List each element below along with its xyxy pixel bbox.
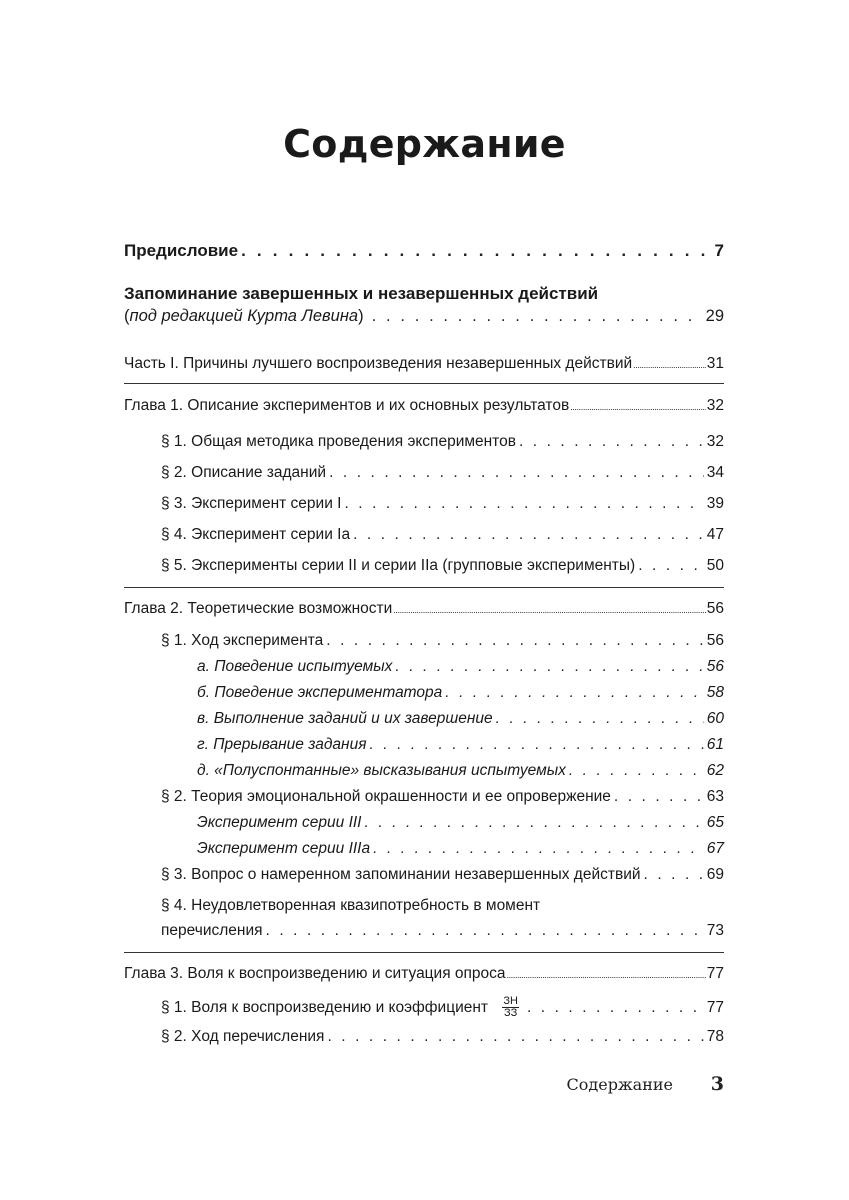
leader-dots	[569, 761, 704, 781]
running-footer-title: Содержание	[566, 1075, 673, 1094]
leader-dots	[344, 494, 703, 514]
toc-entry-chapter-1[interactable]	[124, 396, 724, 417]
toc-entry-chapter-3[interactable]	[124, 964, 724, 985]
toc-entry-section[interactable]: § 2. Описание заданий . . . 34	[124, 463, 724, 483]
leader-dots	[353, 525, 704, 545]
toc-page-number: 29	[705, 307, 724, 325]
toc-entry-text: Предисловие	[124, 241, 239, 260]
leader-dots	[326, 631, 704, 651]
leader-dots	[527, 995, 704, 1021]
paren-open: (	[124, 307, 130, 325]
leader-dots	[373, 839, 704, 859]
leader-dots	[393, 600, 705, 620]
toc-page-number: 32	[706, 397, 724, 414]
leader-dots	[570, 397, 706, 417]
toc-entry-text: Глава 1. Описание экспериментов и их основных результатов	[124, 397, 570, 414]
toc-entry-text: Глава 3. Воля к воспроизведению и ситуация опроса	[124, 965, 506, 982]
toc-page-number: 31	[706, 355, 724, 372]
toc-entry-subsection[interactable]: а. Поведение испытуемых . . . 56	[124, 657, 724, 677]
toc-entry-section[interactable]: § 2. Ход перечисления . . . 78	[124, 1027, 724, 1047]
toc-entry-section[interactable]: § 4. Неудовлетворенная квазипотребность в момент перечисления . . . 73	[124, 896, 724, 952]
leader-dots	[365, 813, 704, 833]
toc-page-number: 7	[714, 241, 724, 260]
toc-entry-section[interactable]: § 1. Ход эксперимента . . . 56	[124, 631, 724, 651]
leader-dots	[395, 657, 703, 677]
leader-dots	[327, 1027, 703, 1047]
toc-entry-subsection[interactable]: Эксперимент серии III . . . 65	[124, 813, 724, 833]
leader-dots	[266, 921, 704, 941]
toc-entry-subsection[interactable]: б. Поведение экспериментатора . . . 58	[124, 683, 724, 703]
leader-dots	[507, 965, 706, 985]
toc-entry-section[interactable]: § 5. Эксперименты серии II и серии IIa (групповые эксперименты) . . . 50	[124, 556, 724, 587]
table-of-contents	[124, 236, 724, 1047]
leader-dots	[329, 463, 704, 483]
toc-entry-section[interactable]: § 3. Эксперимент серии I . . . 39	[124, 494, 724, 514]
toc-entry-preface[interactable]	[124, 240, 724, 262]
toc-entry-part-heading[interactable]	[124, 283, 724, 327]
page-title: Содержание	[283, 122, 566, 166]
toc-entry-text: Глава 2. Теоретические возможности	[124, 600, 393, 617]
page-number: 3	[710, 1073, 724, 1095]
toc-entry-section[interactable]: § 1. Воля к воспроизведению и коэффициент $\frac{ЗН}{ЗЗ}$ . . . 77	[124, 995, 724, 1021]
toc-entry-subsection[interactable]: Эксперимент серии IIIa . . . 67	[124, 839, 724, 859]
toc-entry-text: Часть I. Причины лучшего воспроизведения незавершенных действий	[124, 355, 633, 372]
leader-dots	[519, 432, 704, 452]
leader-dots	[496, 709, 704, 729]
toc-page-number: 56	[706, 600, 724, 617]
editor-note: под редакцией Курта Левина	[129, 307, 359, 325]
toc-entry-section[interactable]: § 4. Эксперимент серии Ia . . . 47	[124, 525, 724, 545]
part-heading-title: Запоминание завершенных и незавершенных действий	[124, 284, 599, 303]
leader-dots	[644, 865, 704, 885]
leader-dots	[241, 240, 711, 262]
leader-dots	[638, 556, 704, 576]
toc-entry-subsection[interactable]: г. Прерывание задания . . . 61	[124, 735, 724, 755]
leader-dots	[369, 735, 703, 755]
toc-entry-subsection[interactable]: в. Выполнение заданий и их завершение . . . 60	[124, 709, 724, 729]
leader-dots	[372, 305, 696, 327]
toc-entry-section[interactable]: § 1. Общая методика проведения экспериментов . . . 32	[124, 432, 724, 452]
toc-entry-section[interactable]: § 3. Вопрос о намеренном запоминании незавершенных действий . . . 69	[124, 865, 724, 885]
toc-entry-part-1[interactable]	[124, 343, 724, 383]
page-footer	[0, 1073, 849, 1095]
toc-entry-chapter-2[interactable]	[124, 599, 724, 620]
leader-dots	[445, 683, 703, 703]
toc-entry-section[interactable]: § 2. Теория эмоциональной окрашенности и ее опровержение . . . 63	[124, 787, 724, 807]
coefficient-fraction: $\frac{ЗН}{ЗЗ}$	[503, 995, 518, 1020]
leader-dots	[614, 787, 704, 807]
paren-close: )	[358, 307, 364, 325]
toc-page-number: 77	[706, 965, 724, 982]
leader-dots	[633, 355, 706, 375]
toc-entry-subsection[interactable]: д. «Полуспонтанные» высказывания испытуемых . . . 62	[124, 761, 724, 781]
